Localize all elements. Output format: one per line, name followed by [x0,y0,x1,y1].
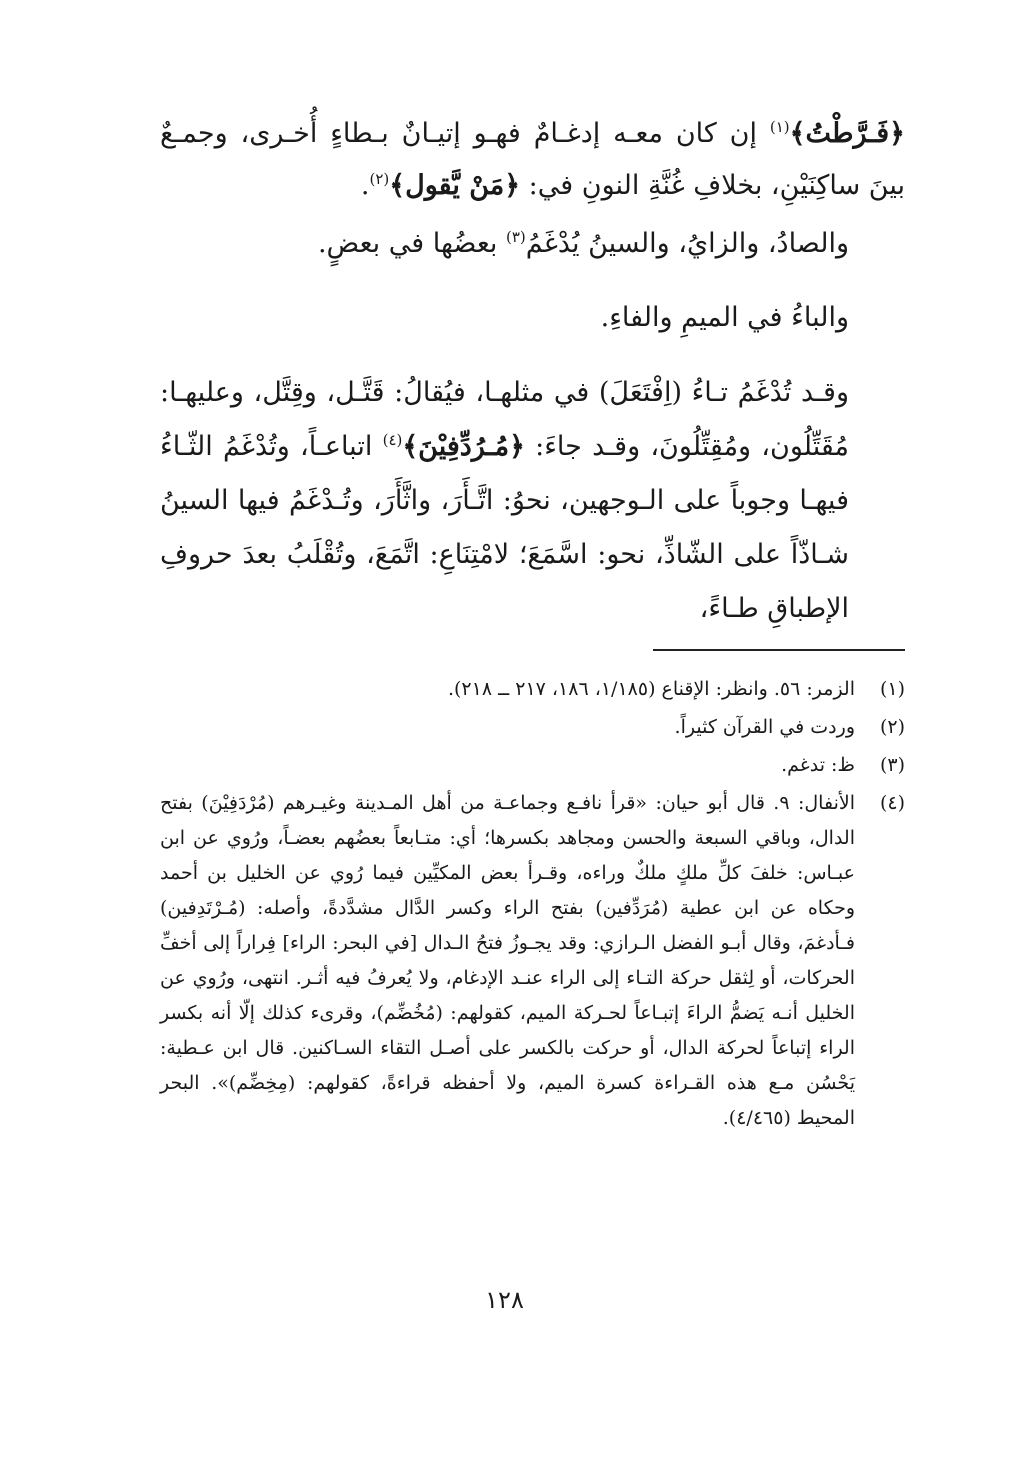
footnote-number: (٤) [879,792,905,814]
footnote-ref[interactable]: (١) [769,118,790,136]
footnote-separator [653,649,905,651]
paragraph-3 [160,292,905,344]
text: اتباعـاً، وتُدْغَمُ الثّـاءُ فيهـا وجوباً على الـوجهين، نحوُ: اتَّـأَرَ، واثَّأَرَ، وتُـدْغَمُ فيها السينُ شـاذّاً على الشّاذِّ، نحو: اسَّمَعَ؛ لامْتِنَاعِ: اتَّمَعَ، وتُقْلَبُ بعدَ حروفِ الإطباقِ طـاءً، [160,431,849,624]
footnote-text: ظ: تدغم. [781,754,855,776]
footnotes [160,672,905,1140]
text: والصادُ، والزايُ، والسينُ يُدْغَمُ [525,228,849,259]
footnote-number: (٢) [879,716,905,738]
footnote-4 [160,786,905,1136]
quran-quote: ﴿مَنْ يَّقول﴾ [389,170,521,201]
footnote-text: وردت في القرآن كثيراً. [674,716,855,738]
text: إن كان معـه إدغـامٌ فهـو إتيـانٌ بـطاءٍ أُخـرى، وجمـعٌ بينَ ساكِنَيْنِ، بخلافِ غُنَّةِ النونِ في: [160,118,905,201]
page-number: ١٢٨ [485,1286,524,1314]
text: . [360,170,370,201]
text: والباءُ في الميمِ والفاءِ. [600,302,849,333]
footnote-2 [160,710,905,744]
footnote-number: (٣) [879,754,905,776]
quran-quote: ﴿فَـرَّطْتُ﴾ [789,118,905,149]
paragraph-2 [160,218,905,270]
footnote-ref[interactable]: (٣) [505,228,526,246]
footnote-1 [160,672,905,706]
paragraph-1 [160,108,905,212]
text: وقـد تُدْغَمُ تـاءُ (اِفْتَعَلَ) في مثلهـا، فيُقالُ: قَتَّـل، وقِتَّل، وعليهـا: مُقَتِّلُون، ومُقِتِّلُونَ، وقـد جاءَ: [160,377,849,462]
quran-quote: ﴿مُـرُدِّفِيْنَ﴾ [402,431,525,462]
footnote-number: (١) [879,678,905,700]
footnote-ref[interactable]: (٤) [382,431,403,449]
footnote-3 [160,748,905,782]
text: بعضُها في بعضٍ. [317,228,506,259]
footnote-text: الأنفال: ٩. قال أبو حيان: «قرأ نافـع وجماعـة من أهل المـدينة وغيـرهم (مُرْدَفِيْنَ) بفتح الدال، وباقي السبعة والحسن ومجاهد بكسرها؛ أي: متـابعاً بعضُهم بعضـاً، ورُوي عن ابن عبـاس: خلفَ كلِّ ملكٍ ملكٌ وراءه، وقـرأ بعض المكيِّين فيما رُوي عن الخليل بن أحمد وحكاه عن ابن عطية (مُرَدِّفين) بفتح الراء وكسر الدَّال مشدَّدةً، وأصله: (مُـرْتَدِفين) فـأدغمَ، وقال أبـو الفضل الـرازي: وقد يجـوزُ فتحُ الـدال [في البحر: الراء] فِراراً إلى أخفِّ الحركات، أو لِثقل حركة التـاء إلى الراء عنـد الإدغام، ولا يُعرفُ فيه أثـر. انتهى، ورُوي عن الخليل أنـه يَضمُّ الراءَ إتبـاعاً لحـركة الميم، كقولهم: (مُخُضِّم)، وقرىء كذلك إلّا أنه بكسر الراء إتباعاً لحركة الدال، أو حركت بالكسر على أصـل التقاء السـاكنين. قال ابن عـطية: يَحْسُن مـع هذه القـراءة كسرة الميم، ولا أحفظه قراءةً، كقولهم: (مِخِضِّم)». البحر المحيط (٤/٤٦٥). [160,792,856,1129]
footnote-ref[interactable]: (٢) [369,170,390,188]
paragraph-4 [160,366,905,636]
footnote-text: الزمر: ٥٦. وانظر: الإقناع (١/١٨٥، ١٨٦، ٢١٧ ــ ٢١٨). [447,678,855,700]
main-text [160,108,905,636]
